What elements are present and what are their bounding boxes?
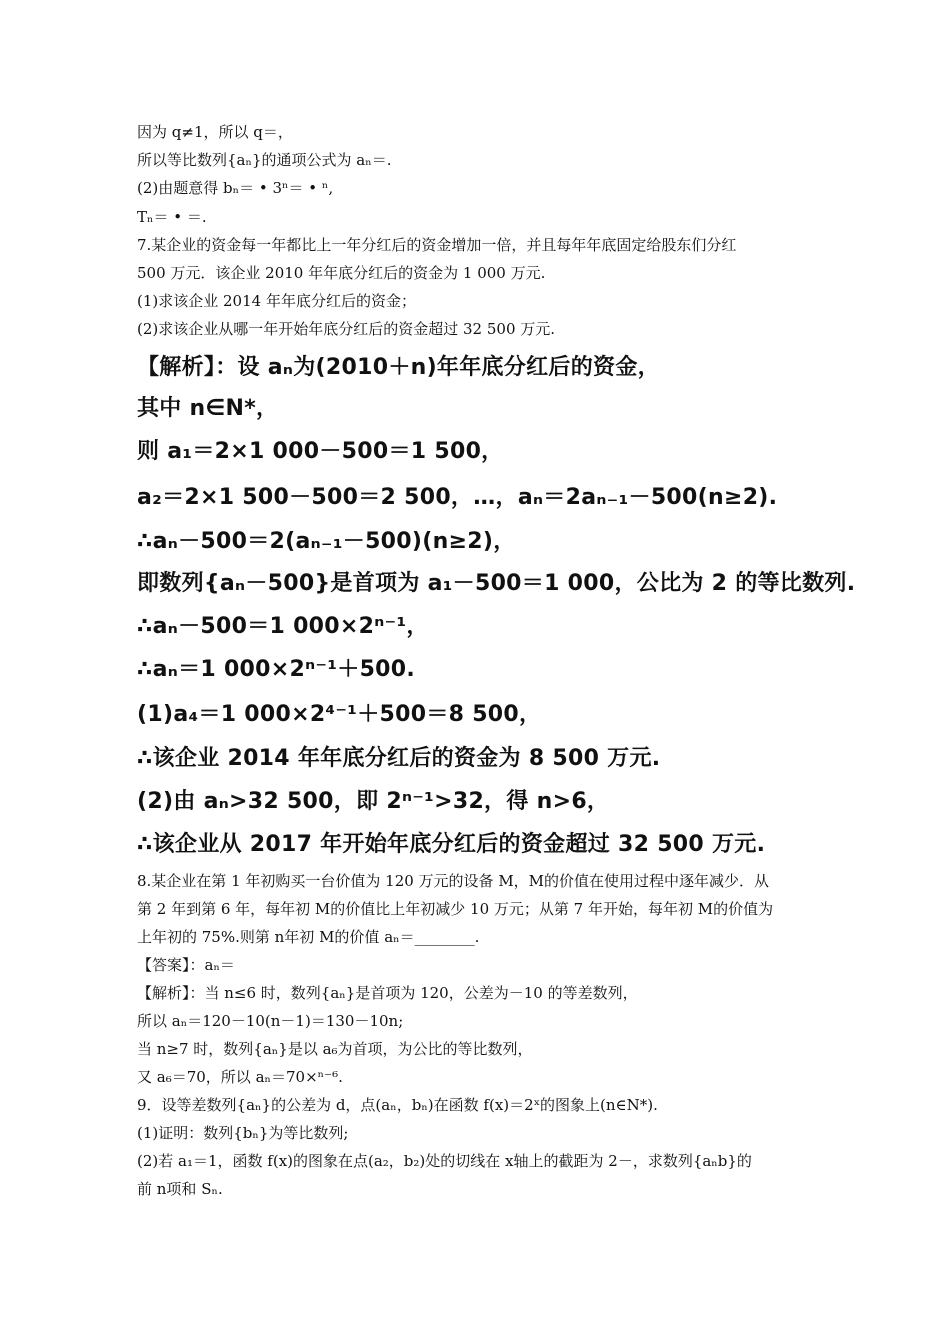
solution-7-line: ∴该企业 2014 年年底分红后的资金为 8 500 万元. <box>137 746 661 771</box>
problem-7-part-2: (2)求该企业从哪一年开始年底分红后的资金超过 32 500 万元. <box>137 320 556 338</box>
text-line: 所以等比数列{aₙ}的通项公式为 aₙ＝. <box>137 151 392 169</box>
solution-7-line: a₂＝2×1 500－500＝2 500，…，aₙ＝2aₙ₋₁－500(n≥2). <box>137 485 778 510</box>
problem-7-part-1: (1)求该企业 2014 年年底分红后的资金； <box>137 292 416 310</box>
text-line: (2)由题意得 bₙ＝ • 3ⁿ＝ • ⁿ, <box>137 179 334 197</box>
problem-9-part-1: (1)证明：数列{bₙ}为等比数列; <box>137 1124 349 1142</box>
problem-9-part-2: 前 n项和 Sₙ. <box>137 1180 223 1198</box>
problem-8-answer: 【答案】：aₙ＝ <box>137 956 235 974</box>
problem-9-statement: 9．设等差数列{aₙ}的公差为 d，点(aₙ，bₙ)在函数 f(x)＝2ˣ的图象上(n∈N*). <box>137 1096 658 1114</box>
problem-7-statement: 7.某企业的资金每一年都比上一年分红后的资金增加一倍，并且每年年底固定给股东们分红 <box>137 236 737 254</box>
problem-8-statement: 8.某企业在第 1 年初购买一台价值为 120 万元的设备 M，M的价值在使用过程中逐年减少．从 <box>137 872 770 890</box>
problem-8-analysis: 当 n≥7 时，数列{aₙ}是以 a₆为首项，为公比的等比数列， <box>137 1040 533 1058</box>
text-line: Tₙ＝ • ＝. <box>137 208 207 226</box>
problem-8-analysis: 所以 aₙ＝120－10(n－1)＝130－10n; <box>137 1012 404 1030</box>
solution-7-line: (2)由 aₙ>32 500，即 2ⁿ⁻¹>32，得 n>6， <box>137 789 610 814</box>
solution-7-line: ∴aₙ－500＝1 000×2ⁿ⁻¹， <box>137 614 429 639</box>
problem-9-part-2: (2)若 a₁＝1，函数 f(x)的图象在点(a₂，b₂)处的切线在 x轴上的截距为 2－，求数列{aₙb}的 <box>137 1152 752 1170</box>
problem-8-statement: 第 2 年到第 6 年，每年初 M的价值比上年初减少 10 万元；从第 7 年开始，每年初 M的价值为 <box>137 900 774 918</box>
problem-8-analysis: 【解析】：当 n≤6 时，数列{aₙ}是首项为 120，公差为－10 的等差数列， <box>137 984 638 1002</box>
problem-8-analysis: 又 a₆＝70，所以 aₙ＝70×ⁿ⁻⁶. <box>137 1068 343 1086</box>
problem-7-statement: 500 万元．该企业 2010 年年底分红后的资金为 1 000 万元. <box>137 264 546 282</box>
solution-7-line: 【解析】：设 aₙ为(2010＋n)年年底分红后的资金， <box>137 355 660 380</box>
solution-7-line: ∴该企业从 2017 年开始年底分红后的资金超过 32 500 万元. <box>137 832 766 857</box>
solution-7-line: 则 a₁＝2×1 000－500＝1 500， <box>137 439 504 464</box>
solution-7-line: 即数列{aₙ－500}是首项为 a₁－500＝1 000，公比为 2 的等比数列. <box>137 571 856 596</box>
solution-7-line: (1)a₄＝1 000×2⁴⁻¹＋500＝8 500， <box>137 702 542 727</box>
solution-7-line: ∴aₙ＝1 000×2ⁿ⁻¹＋500. <box>137 657 416 682</box>
solution-7-line: 其中 n∈N*， <box>137 396 279 421</box>
text-line: 因为 q≠1，所以 q＝， <box>137 123 293 141</box>
problem-8-statement: 上年初的 75%.则第 n年初 M的价值 aₙ＝________. <box>137 928 480 946</box>
solution-7-line: ∴aₙ－500＝2(aₙ₋₁－500)(n≥2)， <box>137 529 516 554</box>
